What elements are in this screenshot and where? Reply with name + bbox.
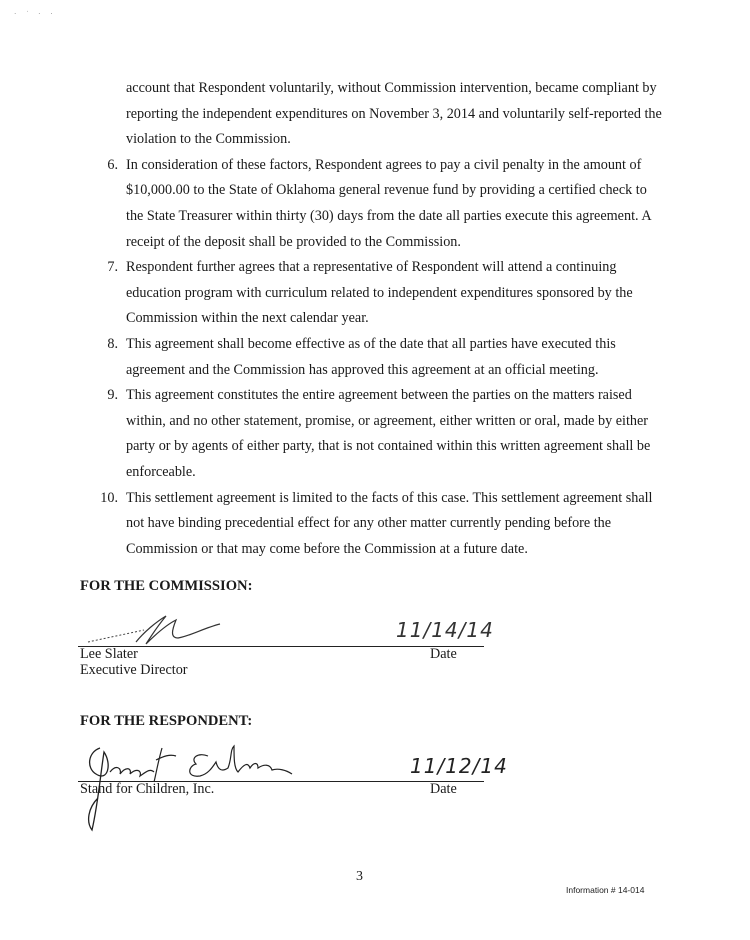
clause-text: This agreement constitutes the entire agreement between the parties on the matters raised within, and no other statement, promise, or agreement, either written or oral, made by either party or by agents of either party, that is not contained within this written agreement shall be enforceable. — [126, 387, 651, 480]
agreement-body — [92, 76, 662, 562]
respondent-heading: FOR THE RESPONDENT: — [80, 713, 253, 729]
clause-text: In consideration of these factors, Respondent agrees to pay a civil penalty in the amount of $10,000.00 to the State of Oklahoma general revenue fund by providing a certified check to the State Treasurer within thirty (30) days from the date all parties execute this agreement. A receipt of the deposit shall be provided to the Commission. — [126, 156, 651, 250]
clause-8 — [92, 332, 662, 383]
commission-heading: FOR THE COMMISSION: — [80, 578, 253, 594]
clause-number: 7. — [107, 259, 118, 276]
clause-text: This agreement shall become effective as of the date that all parties have executed this agreement and the Commission has approved this agreement at an official meeting. — [126, 335, 616, 378]
clause-number: 6. — [107, 156, 118, 173]
clause-text: Respondent further agrees that a representative of Respondent will attend a continuing education program with curriculum related to independent expenditures sponsored by the Commission within the next calendar year. — [126, 259, 633, 327]
respondent-date-label: Date — [430, 781, 457, 797]
respondent-signer-name: Stand for Children, Inc. — [80, 781, 215, 797]
clause-7 — [92, 255, 662, 332]
continuation-paragraph: account that Respondent voluntarily, without Commission intervention, became compliant by reporting the independent expenditures on November 3, 2014 and voluntarily self-reported the violation to the Commission. — [126, 80, 662, 148]
clause-list — [92, 153, 662, 563]
commission-handwritten-date: 11/14/14 — [396, 618, 494, 642]
commission-date-label: Date — [430, 646, 457, 662]
commission-signature-line — [78, 646, 484, 647]
clause-10 — [92, 486, 662, 563]
clause-9 — [92, 383, 662, 485]
commission-signature — [86, 612, 236, 648]
clause-text: This settlement agreement is limited to the facts of this case. This settlement agreement shall not have binding precedential effect for any other matter currently pending before the Commission or that may come before the Commission at a future date. — [126, 489, 653, 557]
respondent-handwritten-date: 11/12/14 — [410, 754, 508, 778]
clause-number: 9. — [107, 387, 118, 404]
commission-signer-name: Lee Slater — [80, 646, 138, 662]
document-reference: Information # 14-014 — [566, 885, 645, 895]
clause-number: 8. — [107, 335, 118, 352]
scan-artifact: · ˈ · · — [14, 10, 57, 18]
clause-number: 10. — [100, 489, 118, 506]
clause-6 — [92, 153, 662, 255]
commission-signer-title: Executive Director — [80, 662, 188, 678]
page-number: 3 — [356, 869, 363, 884]
